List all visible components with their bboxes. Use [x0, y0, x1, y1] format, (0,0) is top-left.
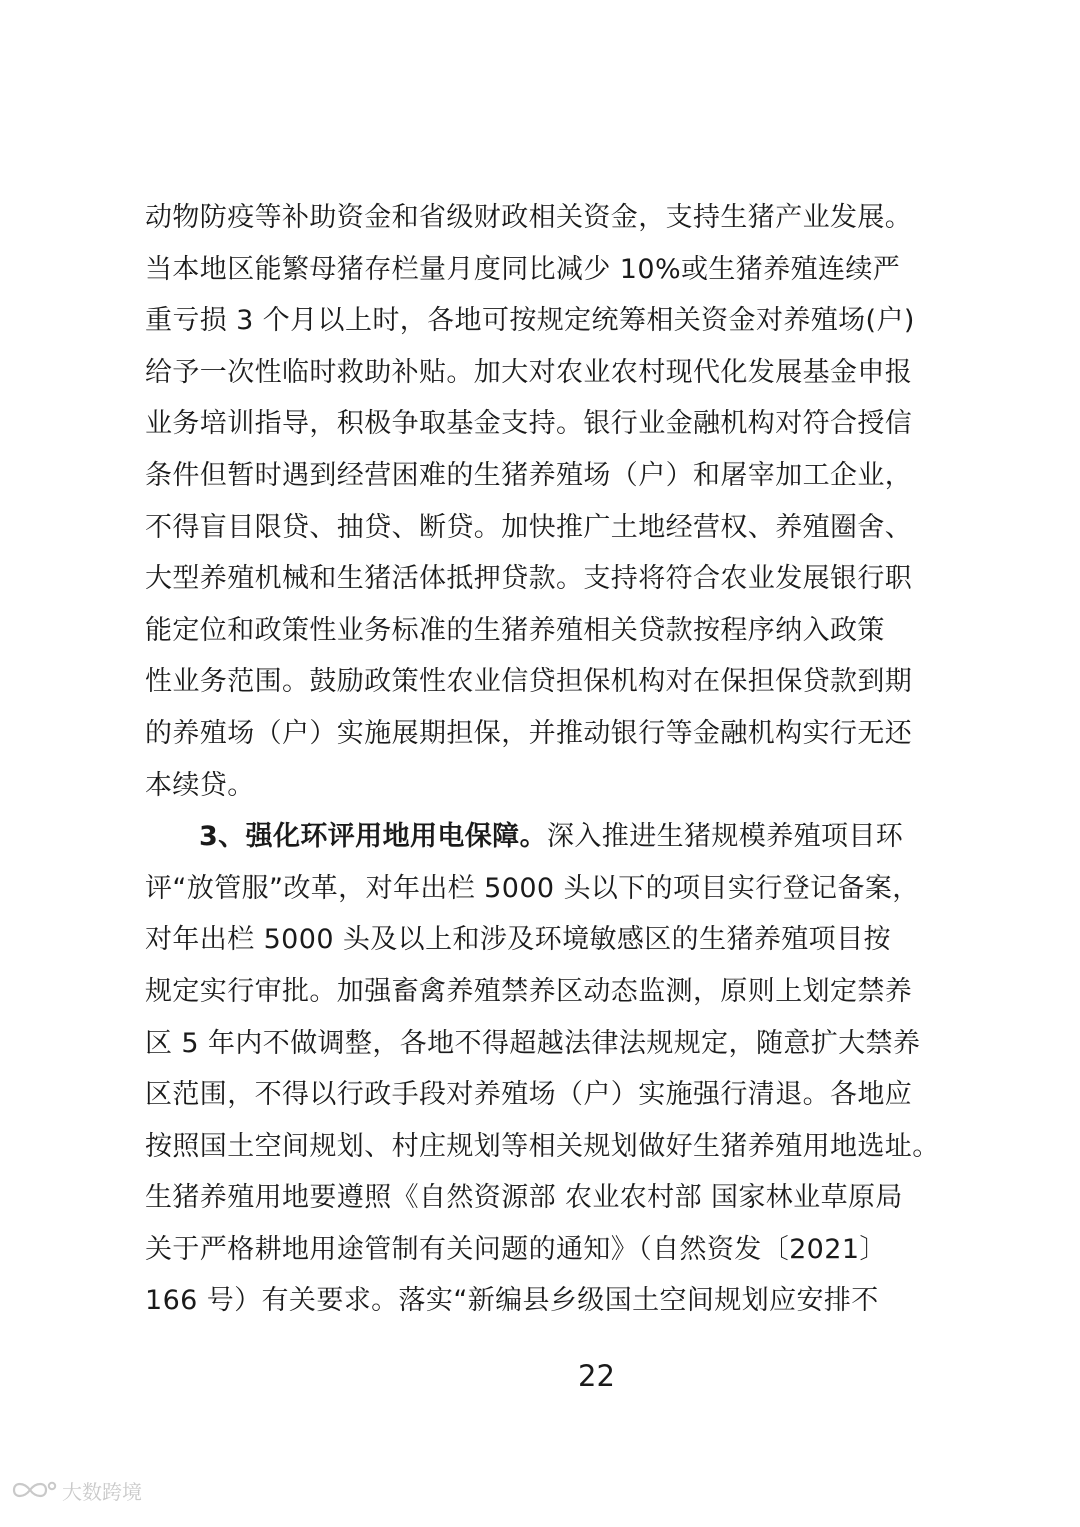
- page-number: 22: [578, 1359, 615, 1393]
- text-line: 条件但暂时遇到经营困难的生猪养殖场（户）和屠宰加工企业，: [145, 459, 913, 491]
- text-line: 评“放管服”改革，对年出栏 5000 头以下的项目实行登记备案，: [145, 872, 920, 904]
- text-line: 的养殖场（户）实施展期担保，并推动银行等金融机构实行无还: [145, 717, 913, 749]
- section-heading: 3、强化环评用地用电保障。: [199, 821, 547, 853]
- text-line: 生猪养殖用地要遵照《自然资源部 农业农村部 国家林业草原局: [145, 1182, 903, 1214]
- text-line: 对年出栏 5000 头及以上和涉及环境敏感区的生猪养殖项目按: [145, 924, 891, 956]
- text-line: 性业务范围。鼓励政策性农业信贷担保机构对在保担保贷款到期: [145, 666, 913, 698]
- watermark-text: 大数跨境: [62, 1479, 142, 1504]
- text-line: 不得盲目限贷、抽贷、断贷。加快推广土地经营权、养殖圈舍、: [145, 511, 913, 543]
- watermark: [10, 1470, 142, 1510]
- text-line: 当本地区能繁母猪存栏量月度同比减少 10%或生猪养殖连续严: [145, 253, 901, 285]
- text-line: 区 5 年内不做调整，各地不得超越法律法规规定，随意扩大禁养: [145, 1027, 921, 1059]
- section-heading-line: [145, 811, 945, 863]
- text-line: 动物防疫等补助资金和省级财政相关资金，支持生猪产业发展。: [145, 202, 913, 233]
- text-line: 关于严格耕地用途管制有关问题的通知》（自然资发〔2021〕: [145, 1233, 887, 1265]
- text-line: 能定位和政策性业务标准的生猪养殖相关贷款按程序纳入政策: [145, 614, 885, 646]
- text-line: 重亏损 3 个月以上时，各地可按规定统筹相关资金对养殖场(户): [145, 305, 915, 337]
- infinity-logo-icon: [10, 1477, 58, 1503]
- text-line: 区范围，不得以行政手段对养殖场（户）实施强行清退。各地应: [145, 1079, 913, 1111]
- text-line: 大型养殖机械和生猪活体抵押贷款。支持将符合农业发展银行职: [145, 563, 913, 595]
- text-line: 规定实行审批。加强畜禽养殖禁养区动态监测，原则上划定禁养: [145, 975, 913, 1007]
- text-line: 166 号）有关要求。落实“新编县乡级国土空间规划应安排不: [145, 1285, 879, 1317]
- text-line: 本续贷。: [145, 769, 255, 801]
- text-line: 业务培训指导，积极争取基金支持。银行业金融机构对符合授信: [145, 408, 913, 440]
- text-line: 按照国土空间规划、村庄规划等相关规划做好生猪养殖用地选址。: [145, 1130, 940, 1162]
- body-text: [145, 192, 945, 1327]
- text-line: 给予一次性临时救助补贴。加大对农业农村现代化发展基金申报: [145, 356, 913, 388]
- section-heading-rest: 深入推进生猪规模养殖项目环: [547, 821, 904, 853]
